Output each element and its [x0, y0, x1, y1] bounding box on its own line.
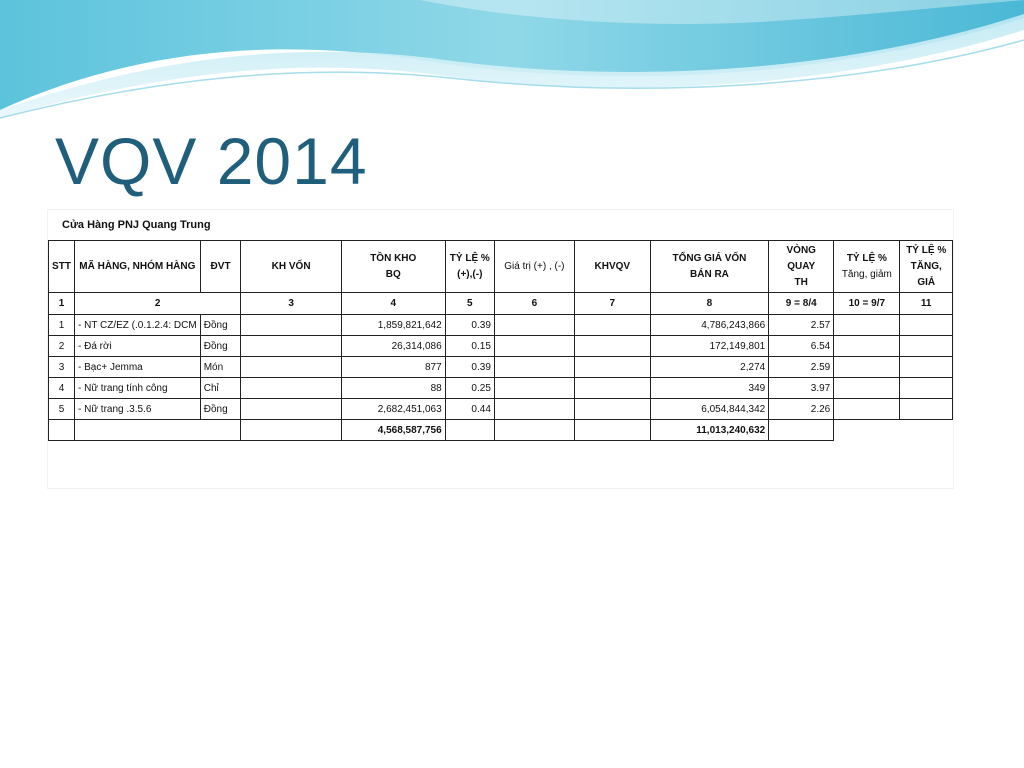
- cell-empty: [241, 420, 341, 441]
- cell-change-ratio: [834, 399, 900, 420]
- col-header-avg-inventory: [341, 241, 445, 293]
- col-header-value-diff: Giá trị (+) , (-): [494, 241, 574, 293]
- cell-unit: Đồng: [200, 336, 241, 357]
- col-header-item: MÃ HÀNG, NHÓM HÀNG: [74, 241, 200, 293]
- index-cell: 4: [341, 293, 445, 315]
- cell-khvqv: [574, 357, 650, 378]
- cell-empty: [49, 420, 75, 441]
- cell-item-name: - NT CZ/EZ (.0.1.2.4: DCM: [74, 315, 200, 336]
- cell-avg-inventory: 88: [341, 378, 445, 399]
- index-cell: 3: [241, 293, 341, 315]
- header-line: BÁN RA: [690, 268, 729, 280]
- cell-value-diff: [494, 315, 574, 336]
- col-header-unit: ĐVT: [200, 241, 241, 293]
- cell-col11: [900, 336, 953, 357]
- cell-unit: Đồng: [200, 399, 241, 420]
- cell-empty: [574, 420, 650, 441]
- cell-total-cost: 2,274: [650, 357, 769, 378]
- cell-stt: 2: [49, 336, 75, 357]
- cell-turnover: 2.57: [769, 315, 834, 336]
- index-cell: 8: [650, 293, 769, 315]
- header-wave-decoration: [0, 0, 1024, 130]
- cell-avg-inventory: 1,859,821,642: [341, 315, 445, 336]
- store-name: Cửa Hàng PNJ Quang Trung: [62, 219, 211, 231]
- header-line: TỔNG GIÁ VỐN: [672, 252, 747, 264]
- cell-stt: 1: [49, 315, 75, 336]
- col-header-turnover: [769, 241, 834, 293]
- table-row: [49, 378, 953, 399]
- cell-item-name: - Đá rời: [74, 336, 200, 357]
- cell-unit: Đồng: [200, 315, 241, 336]
- header-line: VÒNG QUAY: [786, 244, 816, 272]
- cell-khvqv: [574, 315, 650, 336]
- table-row: [49, 336, 953, 357]
- cell-value-diff: [494, 357, 574, 378]
- cell-avg-inventory: 2,682,451,063: [341, 399, 445, 420]
- index-cell: 2: [74, 293, 240, 315]
- cell-unit: Chỉ: [200, 378, 241, 399]
- header-line: TỶ LỆ %: [906, 244, 947, 256]
- total-cost-sold: 11,013,240,632: [650, 420, 769, 441]
- cell-ratio: 0.25: [445, 378, 494, 399]
- cell-col11: [900, 378, 953, 399]
- header-row: [49, 241, 953, 293]
- cell-empty: [900, 420, 953, 441]
- cell-turnover: 2.59: [769, 357, 834, 378]
- index-cell: 6: [494, 293, 574, 315]
- header-line: TH: [794, 276, 808, 288]
- cell-item-name: - Nữ trang tính công: [74, 378, 200, 399]
- cell-value-diff: [494, 399, 574, 420]
- cell-avg-inventory: 877: [341, 357, 445, 378]
- cell-item-name: - Bạc+ Jemma: [74, 357, 200, 378]
- cell-change-ratio: [834, 315, 900, 336]
- header-line: BQ: [385, 268, 401, 280]
- header-line: TỶ LỆ %: [846, 252, 887, 264]
- cell-stt: 4: [49, 378, 75, 399]
- cell-ratio: 0.44: [445, 399, 494, 420]
- index-cell: 9 = 8/4: [769, 293, 834, 315]
- cell-khvqv: [574, 378, 650, 399]
- header-line: TỒN KHO: [370, 252, 417, 264]
- cell-col11: [900, 399, 953, 420]
- total-avg-inventory: 4,568,587,756: [341, 420, 445, 441]
- cell-capital-plan: [241, 315, 341, 336]
- cell-change-ratio: [834, 378, 900, 399]
- inventory-turnover-table: [48, 240, 953, 441]
- table-row: [49, 315, 953, 336]
- cell-item-name: - Nữ trang .3.5.6: [74, 399, 200, 420]
- cell-stt: 3: [49, 357, 75, 378]
- cell-capital-plan: [241, 378, 341, 399]
- cell-col11: [900, 315, 953, 336]
- cell-total-cost: 172,149,801: [650, 336, 769, 357]
- cell-turnover: 2.26: [769, 399, 834, 420]
- cell-capital-plan: [241, 399, 341, 420]
- column-index-row: [49, 293, 953, 315]
- cell-khvqv: [574, 399, 650, 420]
- index-cell: 11: [900, 293, 953, 315]
- index-cell: 7: [574, 293, 650, 315]
- cell-stt: 5: [49, 399, 75, 420]
- cell-avg-inventory: 26,314,086: [341, 336, 445, 357]
- cell-change-ratio: [834, 357, 900, 378]
- cell-empty: [494, 420, 574, 441]
- cell-value-diff: [494, 378, 574, 399]
- col-header-change-ratio-2: [900, 241, 953, 293]
- cell-total-cost: 349: [650, 378, 769, 399]
- col-header-khvqv: KHVQV: [574, 241, 650, 293]
- totals-row: [49, 420, 953, 441]
- header-line: TĂNG, GIẢ: [910, 260, 942, 288]
- cell-capital-plan: [241, 357, 341, 378]
- cell-ratio: 0.15: [445, 336, 494, 357]
- slide-title: VQV 2014: [55, 124, 368, 198]
- cell-ratio: 0.39: [445, 315, 494, 336]
- table-row: [49, 357, 953, 378]
- cell-khvqv: [574, 336, 650, 357]
- header-line: Tăng, giảm: [841, 268, 892, 280]
- cell-total-cost: 6,054,844,342: [650, 399, 769, 420]
- col-header-total-cost: [650, 241, 769, 293]
- cell-empty: [74, 420, 240, 441]
- cell-empty: [445, 420, 494, 441]
- col-header-ratio: [445, 241, 494, 293]
- cell-turnover: 6.54: [769, 336, 834, 357]
- index-cell: 10 = 9/7: [834, 293, 900, 315]
- cell-total-cost: 4,786,243,866: [650, 315, 769, 336]
- index-cell: 1: [49, 293, 75, 315]
- col-header-capital-plan: KH VỐN: [241, 241, 341, 293]
- cell-unit: Món: [200, 357, 241, 378]
- header-line: (+),(-): [457, 268, 483, 280]
- col-header-stt: STT: [49, 241, 75, 293]
- col-header-change-ratio: [834, 241, 900, 293]
- table-row: [49, 399, 953, 420]
- cell-capital-plan: [241, 336, 341, 357]
- cell-empty: [769, 420, 834, 441]
- cell-col11: [900, 357, 953, 378]
- spreadsheet-image: [48, 210, 953, 488]
- cell-turnover: 3.97: [769, 378, 834, 399]
- cell-change-ratio: [834, 336, 900, 357]
- cell-empty: [834, 420, 900, 441]
- index-cell: 5: [445, 293, 494, 315]
- header-line: TỶ LỆ %: [449, 252, 490, 264]
- cell-value-diff: [494, 336, 574, 357]
- cell-ratio: 0.39: [445, 357, 494, 378]
